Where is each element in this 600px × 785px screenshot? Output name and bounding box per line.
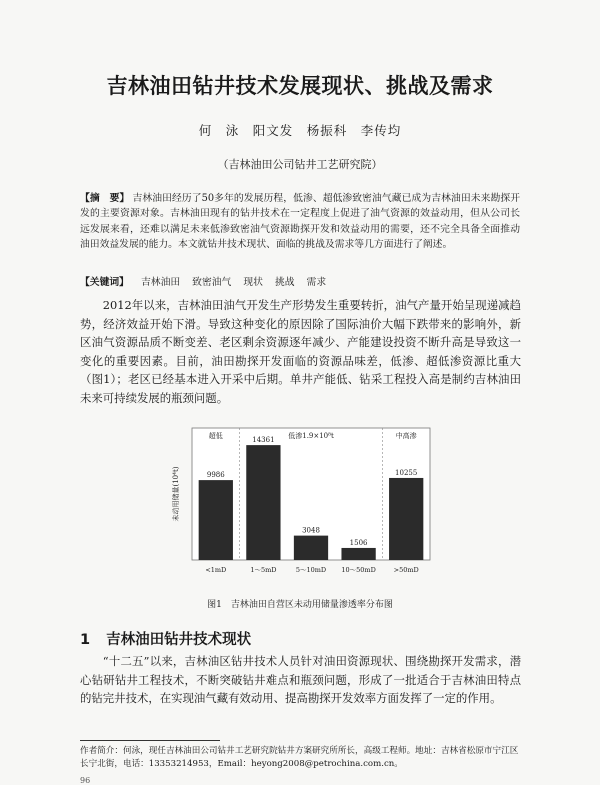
section-number: 1: [80, 632, 91, 648]
bar-value-label: 10255: [395, 468, 418, 477]
figure-1-chart: [168, 418, 432, 593]
y-axis-label: 未动用储量(10⁴t): [172, 466, 180, 522]
bar-value-label: 3048: [302, 526, 320, 535]
category-label: 5～10mD: [295, 566, 327, 574]
bar-value-label: 14361: [252, 436, 275, 445]
bar-value-label: 9986: [206, 471, 225, 480]
figure-caption: 图1 吉林油田自营区未动用储量渗透率分布图: [207, 600, 393, 610]
paper-title: 吉林油田钻井技术发展现状、挑战及需求: [106, 74, 494, 98]
keyword: 吉林油田: [140, 277, 181, 288]
category-label: <1mD: [205, 566, 227, 574]
region-label: 中高渗: [395, 432, 417, 440]
keyword: 需求: [306, 277, 327, 288]
page-number: 96: [80, 776, 91, 785]
region-label: 低渗1.9×10⁸t: [288, 432, 334, 440]
keywords-label: 【关键词】: [80, 277, 129, 288]
keyword: 挑战: [274, 277, 295, 288]
region-label: 超低: [208, 432, 223, 440]
keywords: [80, 275, 520, 290]
section-title: 吉林油田钻井技术现状: [106, 632, 252, 648]
affiliation: （吉林油田公司钻井工艺研究院）: [217, 158, 383, 171]
abstract-label: 【摘 要】: [80, 193, 130, 204]
bar-chart: [168, 418, 432, 593]
section-paragraph: “十二五”以来，吉林油区钻井技术人员针对油田资源现状、围绕勘探开发需求，潜心钻研钻井工程技术，不断突破钻井难点和瓶颈问题，形成了一批适合于吉林油田特点的钻完井技术，在实现油气藏有效动用、提高勘探开发效率方面发挥了一定的作用。: [80, 654, 521, 706]
bar: [341, 548, 375, 560]
category-label: 1～5mD: [250, 566, 277, 574]
keyword: 现状: [243, 277, 263, 288]
section-heading: [80, 628, 520, 649]
category-label: 10～50mD: [341, 566, 376, 574]
author-list: 何 泳 阳文发 杨振科 李传均: [198, 123, 402, 138]
footnote-divider: [80, 740, 220, 741]
intro-paragraph: 2012年以来，吉林油田油气开发生产形势发生重要转折，油气产量开始呈现递减趋势，经济效益开始下滑。导致这种变化的原因除了国际油价大幅下跌带来的影响外，新区油气资源品质不断变差、老区剩余资源逐年减少、产能建设投资不断升高是导致这一变化的重要因素。目前，油田勘探开发面临的资源品味差，低渗、超低渗资源比重大（图1）；老区已经基本进入开采中后期。单井产能低、钻采工程投入高是制约吉林油田未来可持续发展的瓶颈问题。: [80, 298, 521, 405]
bar: [294, 536, 328, 560]
category-label: >50mD: [393, 566, 419, 574]
keyword: 致密油气: [192, 277, 232, 288]
bar: [389, 478, 423, 560]
abstract-text: 吉林油田经历了50多年的发展历程，低渗、超低渗致密油气藏已成为吉林油田未来勘探开发的主要资源对象。吉林油田现有的钻井技术在一定程度上促进了油气资源的效益动用，但从公司长远发展来看，还难以满足未来低渗致密油气资源勘探开发和效益动用的需要，还不完全具备全面推动油田效益发展的能力。本文就钻井技术现状、面临的挑战及需求等几方面进行了阐述。: [80, 193, 520, 251]
bar: [199, 480, 233, 560]
bar: [246, 445, 280, 560]
bar-value-label: 1506: [349, 538, 368, 547]
footnote: 作者简介：何泳，现任吉林油田公司钻井工艺研究院钻井方案研究所所长，高级工程师。地址：吉林省松原市宁江区长宁北街，电话：13353214953，Email：heyong2008@petrochina.com.cn。: [80, 746, 519, 769]
abstract: [80, 191, 520, 253]
